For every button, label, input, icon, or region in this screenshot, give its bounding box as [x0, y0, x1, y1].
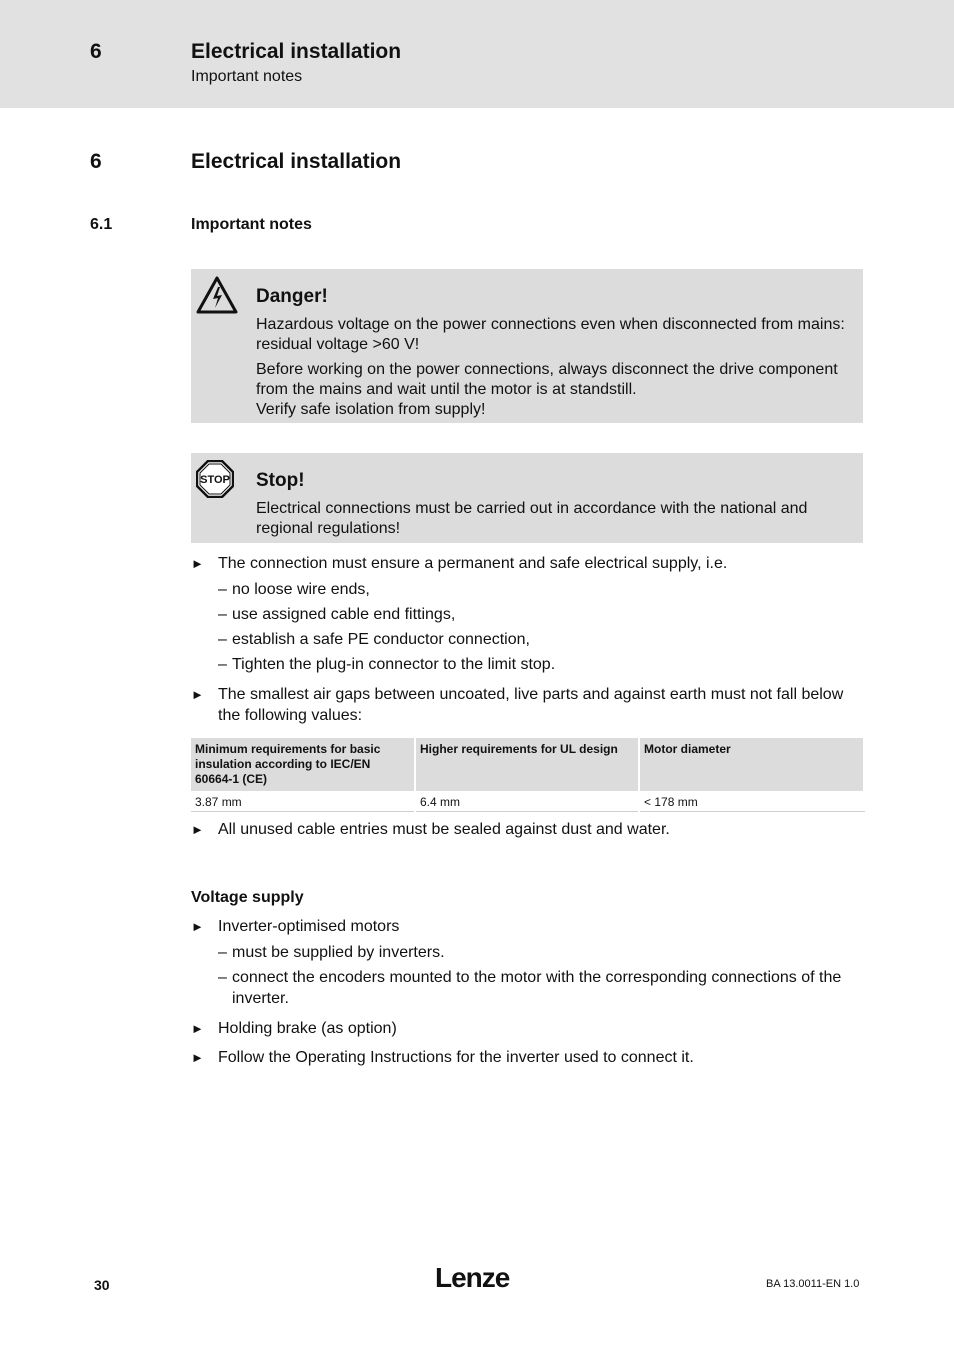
table-cell [640, 793, 865, 812]
table-cell [191, 793, 416, 812]
dash-marker: – [218, 581, 227, 598]
bullet-arrow-icon: ► [191, 1050, 204, 1065]
header-chapter-title: Electrical installation [191, 40, 402, 63]
heading1-number: 6 [90, 150, 102, 173]
table-header-text: Higher requirements for UL design [420, 742, 618, 756]
bullet-arrow-icon: ► [191, 556, 204, 571]
danger-notice [191, 269, 863, 423]
stop-sign-icon [196, 460, 234, 498]
table-header-text: Motor diameter [644, 742, 731, 756]
heading1-title: Electrical installation [191, 150, 402, 173]
bullet-text: The smallest air gaps between uncoated, live parts and against earth must not fall below the following values: [218, 686, 844, 724]
table-column-divider [638, 738, 640, 812]
high-voltage-warning-icon [196, 276, 238, 314]
danger-text-3: Verify safe isolation from supply! [256, 401, 486, 418]
header-band [0, 0, 954, 108]
sub-item-text: must be supplied by inverters. [232, 944, 445, 961]
stop-text: Electrical connections must be carried out in accordance with the national and regional regulations! [256, 500, 808, 537]
sub-item-text: establish a safe PE conductor connection, [232, 631, 530, 648]
sub-item-text: connect the encoders mounted to the motor with the corresponding connections of the inverter. [232, 969, 842, 1007]
bullet-arrow-icon: ► [191, 1021, 204, 1036]
table-cell-text: 3.87 mm [195, 795, 242, 809]
stop-notice [191, 453, 863, 543]
bullet-arrow-icon: ► [191, 822, 204, 837]
dash-marker: – [218, 606, 227, 623]
bullet-arrow-icon: ► [191, 919, 204, 934]
table-header-text: Minimum requirements for basic insulation according to IEC/EN 60664-1 (CE) [195, 742, 381, 786]
dash-marker: – [218, 656, 227, 673]
bullet-text: All unused cable entries must be sealed against dust and water. [218, 821, 670, 838]
bullet-text: Holding brake (as option) [218, 1020, 397, 1037]
dash-marker: – [218, 944, 227, 961]
danger-title: Danger! [256, 286, 328, 307]
page-number: 30 [94, 1277, 110, 1293]
sub-item-text: use assigned cable end fittings, [232, 606, 456, 623]
header-section-title: Important notes [191, 68, 303, 85]
bullet-text: Follow the Operating Instructions for the inverter used to connect it. [218, 1049, 694, 1066]
stop-sign-text: STOP [200, 474, 230, 486]
header-chapter-number: 6 [90, 40, 102, 63]
table-header-cell [416, 738, 638, 791]
lenze-logo: Lenze [435, 1262, 510, 1293]
table-header-cell [191, 738, 414, 791]
table-header-cell [640, 738, 863, 791]
sub-item-text: Tighten the plug-in connector to the limit stop. [232, 656, 556, 673]
heading2-number: 6.1 [90, 216, 113, 233]
danger-text-1: Hazardous voltage on the power connections even when disconnected from mains: residual voltage >60 V! [256, 316, 845, 353]
danger-text-2: Before working on the power connections, always disconnect the drive component from the mains and wait until the motor is at standstill. [256, 361, 838, 398]
table-cell-text: < 178 mm [644, 795, 698, 809]
dash-marker: – [218, 631, 227, 648]
voltage-supply-heading: Voltage supply [191, 889, 304, 906]
bullet-text: Inverter-optimised motors [218, 918, 400, 935]
dash-marker: – [218, 969, 227, 986]
sub-item-text: no loose wire ends, [232, 581, 370, 598]
table-cell-text: 6.4 mm [420, 795, 461, 809]
bullet-text: The connection must ensure a permanent and safe electrical supply, i.e. [218, 555, 728, 572]
table-column-divider [414, 738, 416, 812]
heading2-title: Important notes [191, 216, 312, 233]
bullet-arrow-icon: ► [191, 687, 204, 702]
table-cell [416, 793, 640, 812]
document-id: BA 13.0011-EN 1.0 [766, 1278, 860, 1290]
stop-title: Stop! [256, 470, 305, 491]
